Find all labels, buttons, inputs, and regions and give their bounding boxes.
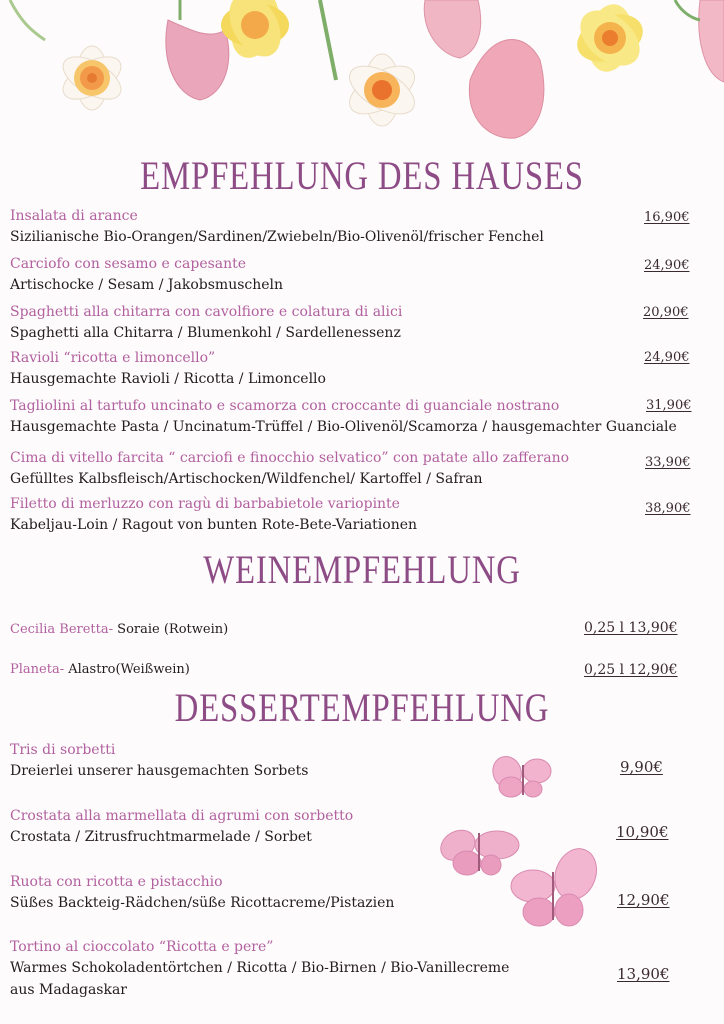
tulip-icon — [699, 0, 724, 82]
italian-name: Insalata di arance — [10, 208, 138, 224]
price: 38,90€ — [645, 501, 691, 516]
menu-item — [10, 448, 710, 490]
menu-item — [10, 254, 710, 296]
wine-price: 0,25 l 12,90€ — [584, 662, 678, 678]
german-description: Artischocke / Sesam / Jakobsmuscheln — [10, 277, 284, 293]
floral-border — [0, 0, 724, 160]
italian-name: Ruota con ricotta e pistacchio — [10, 874, 223, 890]
wine-producer: Planeta- — [10, 662, 65, 677]
german-description: Süßes Backteig-Rädchen/süße Ricottacreme/Pistazien — [10, 895, 395, 911]
leaf — [10, 0, 45, 40]
daffodil-icon — [342, 54, 422, 126]
italian-name: Carciofo con sesamo e capesante — [10, 256, 247, 272]
italian-name: Crostata alla marmellata di agrumi con sorbetto — [10, 808, 354, 824]
german-description: Dreierlei unserer hausgemachten Sorbets — [10, 763, 309, 779]
stem — [320, 0, 336, 80]
italian-name: Cima di vitello farcita “ carciofi e finocchio selvatico” con patate allo zafferano — [10, 450, 570, 466]
dessert-price: 12,90€ — [617, 891, 670, 909]
daffodil-icon — [570, 0, 650, 77]
wine-name: Soraie (Rotwein) — [113, 622, 229, 637]
italian-name: Spaghetti alla chitarra con cavolfiore e colatura di alici — [10, 304, 403, 320]
price: 20,90€ — [643, 305, 689, 320]
wine-producer: Cecilia Beretta- — [10, 622, 114, 637]
italian-name: Tris di sorbetti — [10, 742, 116, 758]
price: 24,90€ — [644, 258, 690, 273]
daffodil-icon — [56, 46, 127, 110]
dessert-price: 10,90€ — [616, 823, 669, 841]
daffodil-icon — [219, 0, 291, 65]
heading-dessert: DESSERTEMPFEHLUNG — [174, 685, 550, 730]
tulip-icon — [424, 0, 544, 138]
price: 31,90€ — [646, 398, 692, 413]
german-description: Hausgemachte Ravioli / Ricotta / Limoncello — [10, 371, 326, 387]
german-description: Hausgemachte Pasta / Uncinatum-Trüffel / Bio-Olivenöl/Scamorza / hausgemachter Guanciale — [10, 419, 677, 435]
german-description: Kabeljau-Loin / Ragout von bunten Rote-Bete-Variationen — [10, 517, 418, 533]
dessert-price: 13,90€ — [617, 965, 670, 983]
menu-item — [10, 206, 710, 248]
wine-item — [10, 662, 190, 677]
menu-item — [10, 494, 710, 536]
dessert-price: 9,90€ — [620, 758, 663, 776]
menu-item — [10, 396, 710, 438]
price: 16,90€ — [644, 210, 690, 225]
german-description: Warmes Schokoladentörtchen / Ricotta / Bio-Birnen / Bio-Vanillecreme — [10, 960, 510, 976]
price: 33,90€ — [645, 455, 691, 470]
wine-name: Alastro(Weißwein) — [64, 662, 190, 677]
italian-name: Ravioli “ricotta e limoncello” — [10, 350, 216, 366]
german-description: Crostata / Zitrusfruchtmarmelade / Sorbet — [10, 829, 312, 845]
german-description: Sizilianische Bio-Orangen/Sardinen/Zwiebeln/Bio-Olivenöl/frischer Fenchel — [10, 229, 544, 245]
italian-name: Filetto di merluzzo con ragù di barbabietole variopinte — [10, 496, 400, 512]
italian-name: Tagliolini al tartufo uncinato e scamorza con croccante di guanciale nostrano — [10, 398, 560, 414]
price: 24,90€ — [644, 350, 690, 365]
italian-name: Tortino al cioccolato “Ricotta e pere” — [10, 939, 274, 955]
butterfly-icon — [425, 735, 610, 950]
tulip-icon — [166, 0, 229, 100]
heading-house: EMPFEHLUNG DES HAUSES — [140, 153, 584, 198]
german-description-cont: aus Madagaskar — [10, 982, 128, 998]
wine-price: 0,25 l 13,90€ — [584, 620, 678, 636]
german-description: Gefülltes Kalbsfleisch/Artischocken/Wildfenchel/ Kartoffel / Safran — [10, 471, 483, 487]
menu-item — [10, 302, 710, 344]
leaf — [675, 0, 700, 20]
heading-wine: WEINEMPFEHLUNG — [203, 547, 521, 592]
wine-item — [10, 622, 228, 637]
menu-item — [10, 348, 710, 390]
german-description: Spaghetti alla Chitarra / Blumenkohl / Sardellenessenz — [10, 325, 401, 341]
